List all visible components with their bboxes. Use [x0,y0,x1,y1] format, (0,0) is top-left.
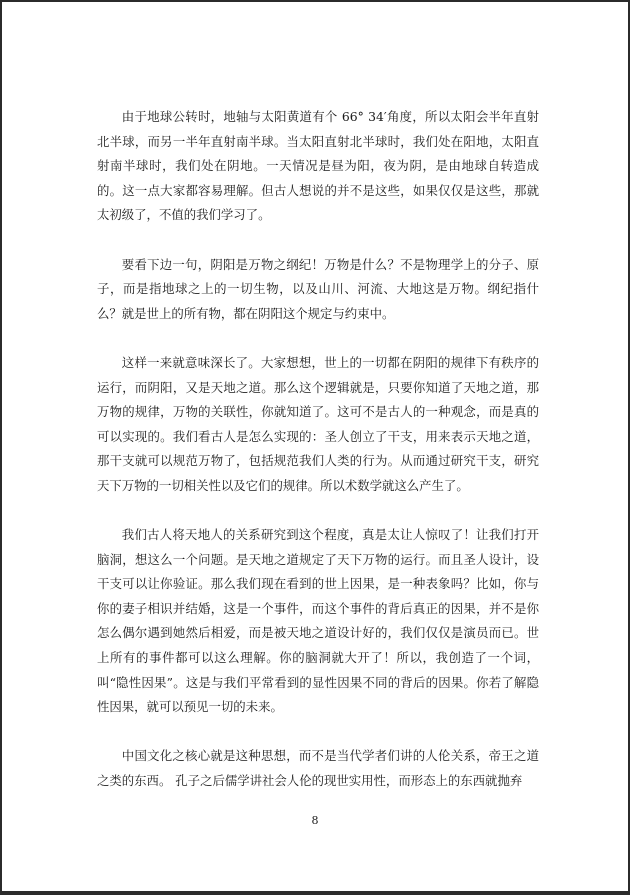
page-number: 8 [311,814,319,827]
paragraph-1: 由于地球公转时，地轴与太阳黄道有个 66° 34′角度，所以太阳会半年直射北半球，而另一半年直射南半球。当太阳直射北半球时，我们处在阳地，太阳直射南半球时，我们处在阴地。一天情况是昼为阳，夜为阴，是由地球自转造成的。这一点大家都容易理解。但古人想说的并不是这些，如果仅仅是这些，那就太初级了，不值的我们学习了。 [97,109,539,223]
paragraph-5: 中国文化之核心就是这种思想，而不是当代学者们讲的人伦关系，帝王之道之类的东西。 孔子之后儒学讲社会人伦的现世实用性，而形态上的东西就抛弃 [97,748,539,789]
paragraph-3: 这样一来就意味深长了。大家想想，世上的一切都在阴阳的规律下有秩序的运行，而阴阳，又是天地之道。那么这个逻辑就是，只要你知道了天地之道，那万物的规律，万物的关联性，你就知道了。这可不是古人的一种观念，而是真的可以实现的。我们看古人是怎么实现的：圣人创立了干支，用来表示天地之道，那干支就可以规范万物了，包括规范我们人类的行为。从而通过研究干支，研究天下万物的一切相关性以及它们的规律。所以术数学就这么产生了。 [97,354,539,493]
paragraph-2: 要看下边一句，阴阳是万物之纲纪！万物是什么？不是物理学上的分子、原子，而是指地球之上的一切生物，以及山川、河流、大地这是万物。纲纪指什么？就是世上的所有物，都在阴阳这个规定与约束中。 [97,256,539,321]
paragraph-4: 我们古人将天地人的关系研究到这个程度，真是太让人惊叹了！让我们打开脑洞，想这么一个问题。是天地之道规定了天下万物的运行。而且圣人设计，设干支可以让你验证。那么我们现在看到的世上因果，是一种表象吗？比如，你与你的妻子相识并结婚，这是一个事件，而这个事件的背后真正的因果，并不是你怎么偶尔遇到她然后相爱，而是被天地之道设计好的，我们仅仅是演员而已。世上所有的事件都可以这么理解。你的脑洞就大开了！所以，我创造了一个词，叫“隐性因果”。这是与我们平常看到的显性因果不同的背后的因果。你若了解隐性因果，就可以预见一切的未来。 [97,527,539,715]
document-body [97,105,539,818]
document-page [2,2,628,891]
viewer-bottom-edge [0,891,630,895]
